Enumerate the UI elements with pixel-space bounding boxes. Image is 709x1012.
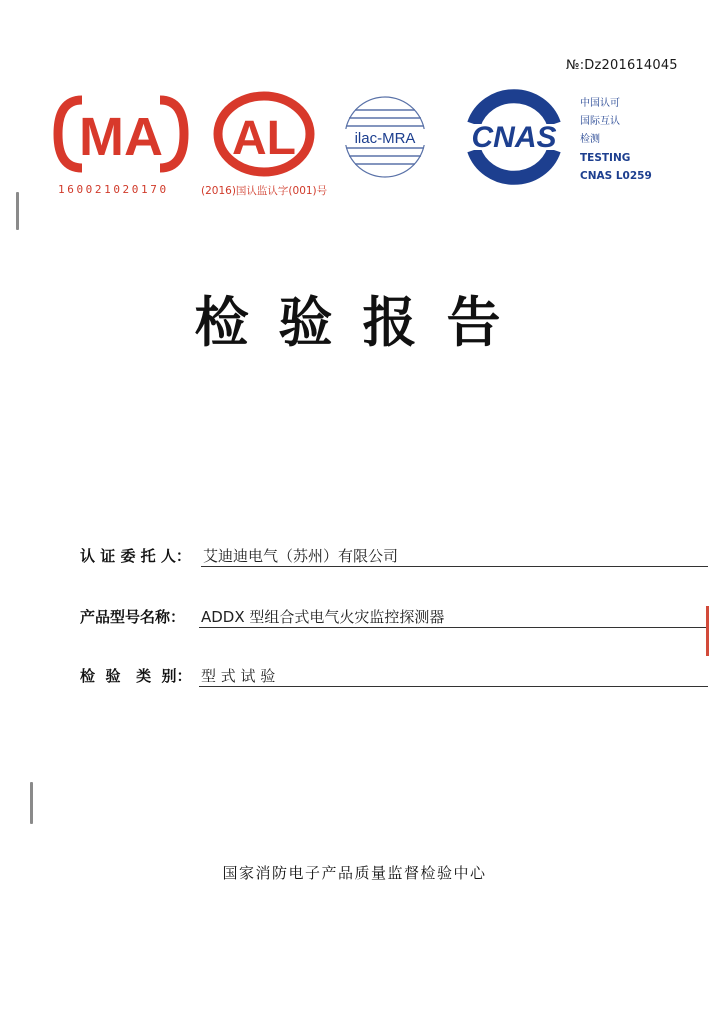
field-product	[80, 606, 708, 630]
cma-caption: 160021020170	[58, 183, 169, 196]
ilac-logo-text: ilac-MRA	[354, 130, 416, 147]
ilac-mra-logo	[340, 94, 430, 180]
cnas-line-cn-3: 检测	[580, 134, 600, 145]
field-product-underline	[199, 627, 708, 628]
report-title: 检验报告	[194, 290, 531, 354]
cal-logo-text: AL	[232, 112, 296, 165]
cnas-line-number: CNAS L0259	[580, 170, 652, 182]
field-category	[80, 665, 708, 689]
field-client-underline	[201, 566, 708, 567]
field-client	[80, 545, 708, 569]
field-product-value: ADDX 型组合式电气火灾监控探测器	[201, 608, 445, 626]
cma-logo-text: MA	[79, 107, 163, 167]
staple-mark-bottom	[30, 782, 33, 824]
field-client-label: 认 证 委 托 人：	[80, 547, 191, 565]
cal-caption: (2016)国认监认字(001)号	[201, 185, 328, 197]
cnas-line-cn-2: 国际互认	[580, 116, 620, 127]
report-number: №:Dz201614045	[566, 58, 678, 73]
field-category-value: 型 式 试 验	[201, 667, 276, 685]
cnas-logo	[456, 94, 572, 180]
staple-mark-top	[16, 192, 19, 230]
cnas-accreditation-text	[580, 95, 652, 185]
cnas-line-cn-1: 中国认可	[580, 98, 620, 109]
field-category-label: 检 验 类 别：	[80, 667, 192, 685]
field-product-label: 产品型号名称：	[80, 608, 186, 626]
cal-logo	[212, 92, 316, 176]
cnas-logo-text: CNAS	[471, 121, 557, 154]
cnas-line-testing: TESTING	[580, 152, 631, 164]
field-client-value: 艾迪迪电气（苏州）有限公司	[203, 547, 399, 565]
field-category-underline	[199, 686, 708, 687]
issuer-name: 国家消防电子产品质量监督检验中心	[222, 864, 487, 882]
cma-logo	[54, 92, 188, 176]
